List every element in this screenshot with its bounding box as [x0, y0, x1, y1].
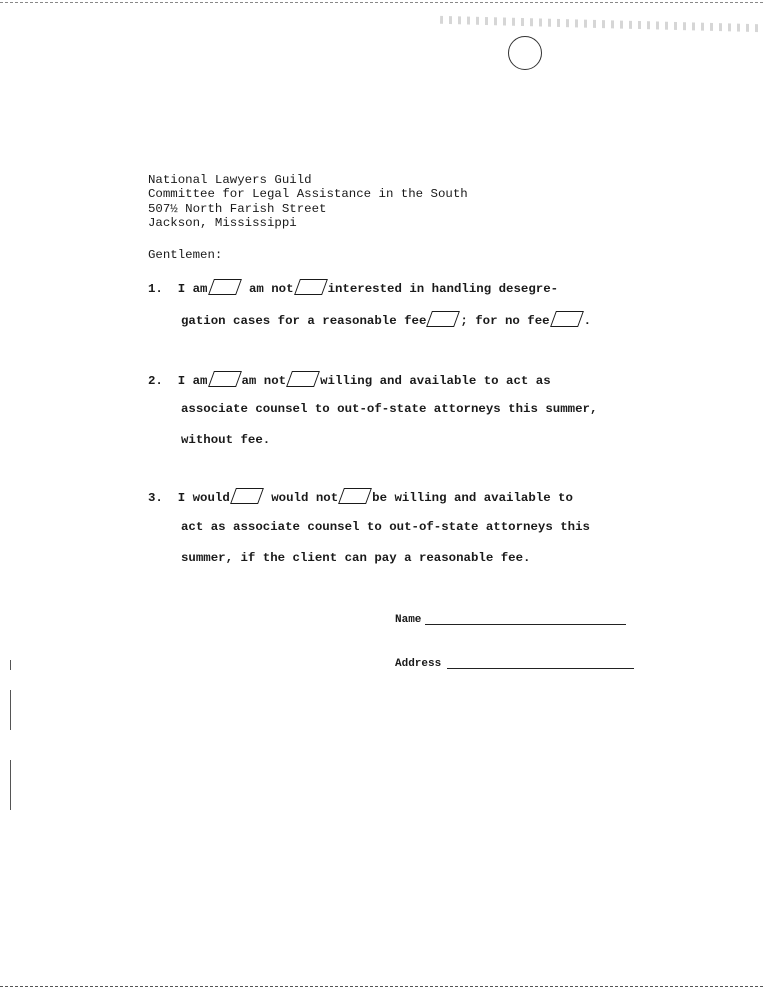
bottom-edge: [0, 986, 763, 987]
item-text: ; for no fee: [460, 314, 550, 328]
item-3-line-2: act as associate counsel to out-of-state attorneys this: [181, 520, 590, 534]
item-text: willing and available to act as: [320, 374, 551, 388]
item-text: be willing and available to: [372, 491, 573, 505]
item-1-line-1: [148, 279, 558, 296]
name-label: Name: [395, 614, 422, 626]
checkbox-reasonable-fee[interactable]: [426, 311, 460, 327]
address-line: 507½ North Farish Street: [148, 202, 327, 216]
checkbox-am[interactable]: [208, 371, 242, 387]
option-label: I would: [177, 491, 230, 505]
scan-mark: [10, 760, 11, 810]
address-field[interactable]: [447, 668, 634, 669]
option-label: am not: [248, 282, 294, 296]
option-label: am not: [241, 374, 287, 388]
item-text: .: [583, 314, 592, 328]
checkbox-would-not[interactable]: [338, 488, 372, 504]
checkbox-am-not[interactable]: [286, 371, 320, 387]
item-1-line-2: [181, 311, 591, 328]
item-3-line-1: [148, 488, 573, 505]
option-label: I am: [177, 282, 208, 296]
checkbox-am-not[interactable]: [294, 279, 328, 295]
checkbox-am[interactable]: [208, 279, 242, 295]
scan-smudge: [440, 16, 760, 32]
option-label: I am: [177, 374, 208, 388]
address-line: Committee for Legal Assistance in the South: [148, 187, 468, 201]
checkbox-no-fee[interactable]: [550, 311, 584, 327]
name-field[interactable]: [425, 624, 626, 625]
item-2-line-2: associate counsel to out-of-state attorneys this summer,: [181, 402, 598, 416]
address-label: Address: [395, 658, 442, 670]
item-number: 1.: [148, 282, 163, 296]
item-text: interested in handling desegre-: [327, 282, 559, 296]
punch-hole: [508, 36, 542, 70]
address-line: National Lawyers Guild: [148, 173, 312, 187]
scan-mark: [10, 690, 11, 730]
item-text: gation cases for a reasonable fee: [181, 314, 427, 328]
top-edge: [0, 2, 763, 3]
item-2-line-1: [148, 371, 551, 388]
address-line: Jackson, Mississippi: [148, 216, 297, 230]
scan-mark: [10, 660, 11, 670]
item-3-line-3: summer, if the client can pay a reasonable fee.: [181, 551, 531, 565]
item-number: 3.: [148, 491, 163, 505]
item-2-line-3: without fee.: [181, 433, 271, 447]
option-label: would not: [271, 491, 339, 505]
salutation: Gentlemen:: [148, 248, 223, 262]
checkbox-would[interactable]: [230, 488, 264, 504]
item-number: 2.: [148, 374, 163, 388]
